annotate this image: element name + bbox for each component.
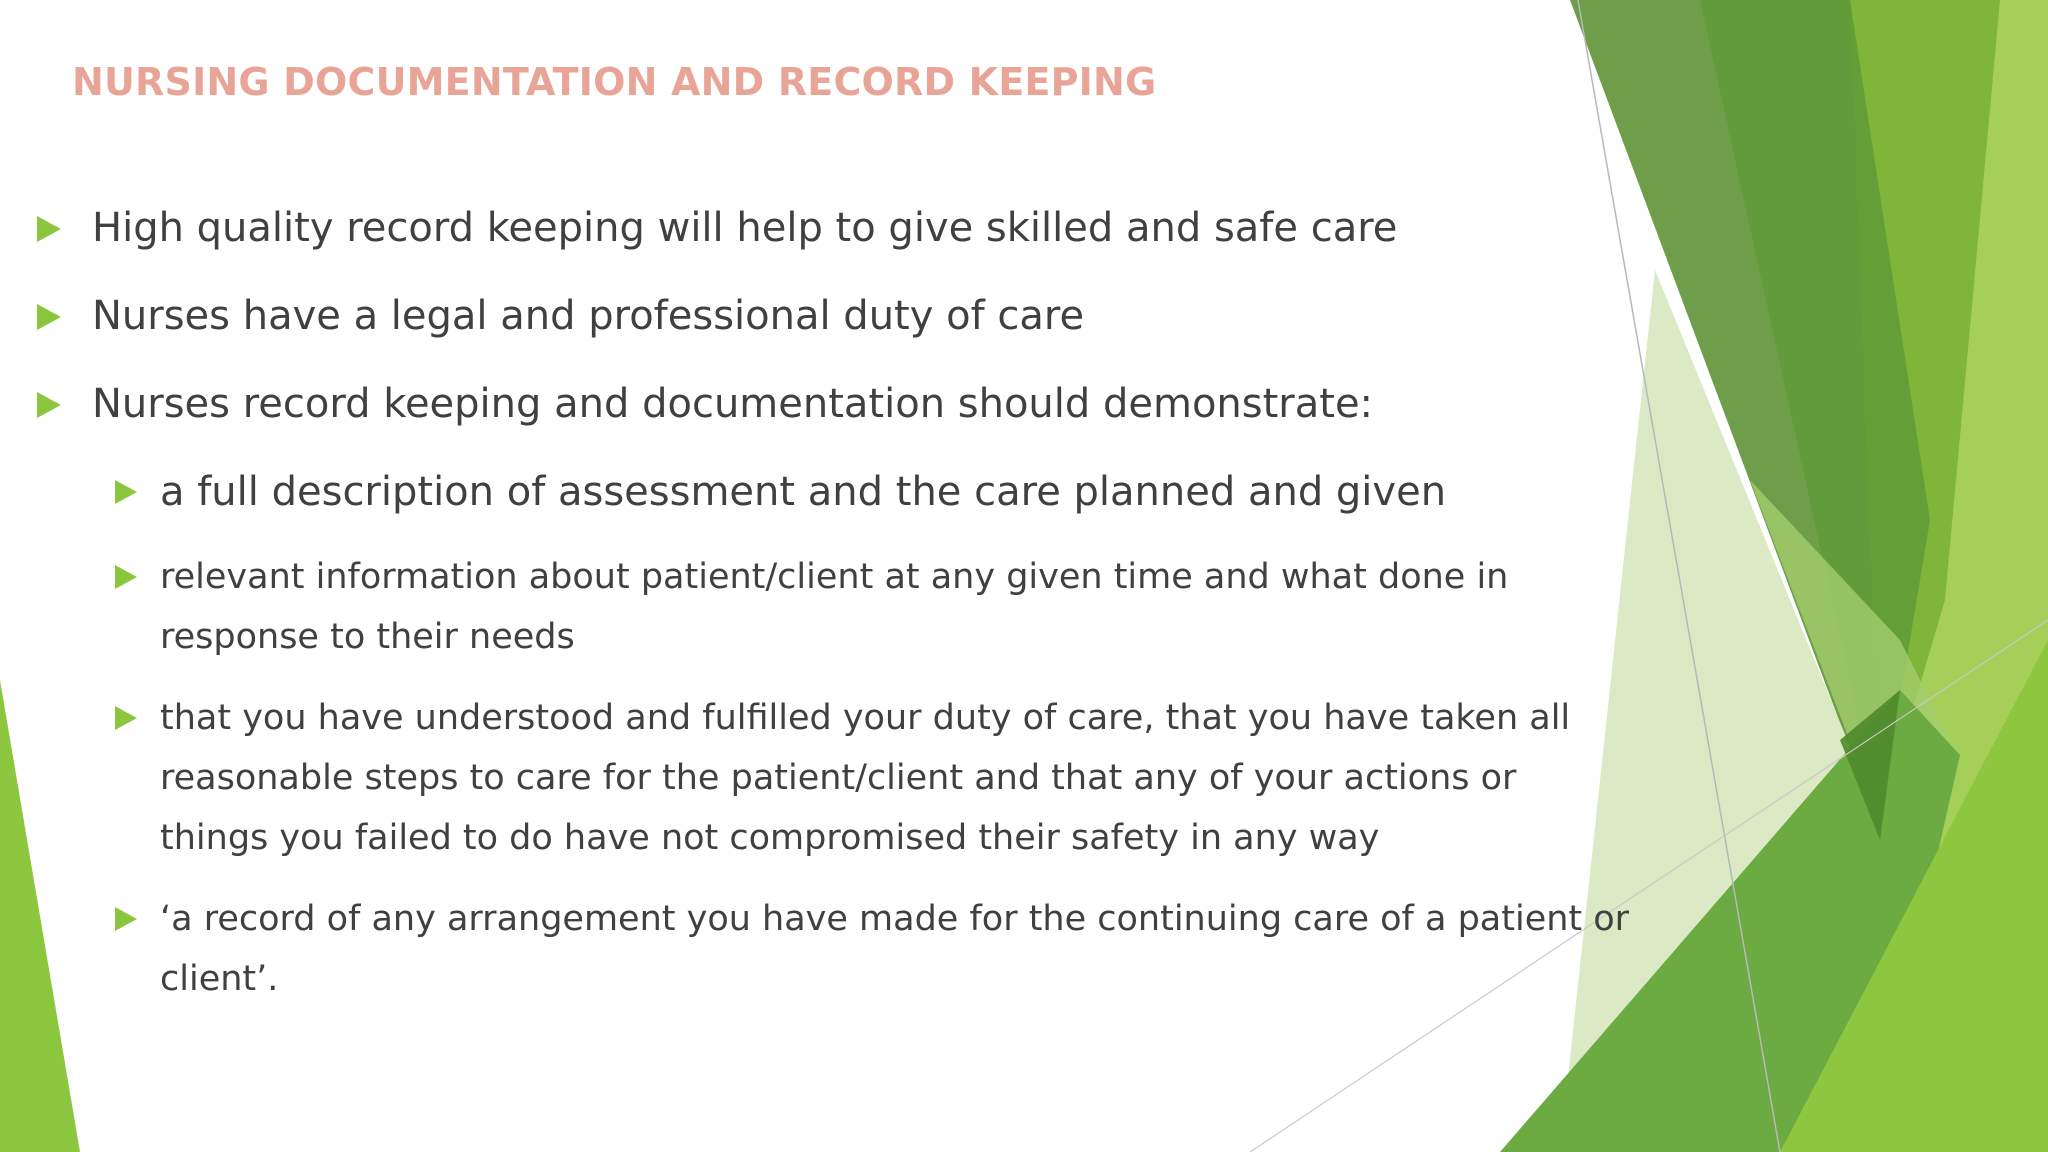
- sub-bullet-text: that you have understood and fulfilled your duty of care, that you have taken all reasonable steps to care for the patient/client and that any of your actions or things you failed to do have not compromised their safety in any way: [160, 698, 1571, 858]
- slide-title: NURSING DOCUMENTATION AND RECORD KEEPING: [72, 60, 1157, 104]
- green-triangle-arrow-icon: [37, 216, 61, 242]
- bullet-item: [92, 288, 1084, 344]
- sub-bullet-text: ‘a record of any arrangement you have made for the continuing care of a patient or client’.: [160, 899, 1630, 999]
- green-triangle-arrow-icon: [115, 706, 137, 730]
- sub-bullet-text: a full description of assessment and the care planned and given: [160, 469, 1447, 515]
- green-triangle-arrow-icon: [115, 480, 137, 504]
- bullet-text: Nurses record keeping and documentation should demonstrate:: [92, 381, 1374, 427]
- sub-bullet-item: [160, 547, 1630, 667]
- green-triangle-arrow-icon: [115, 565, 137, 589]
- green-triangle-arrow-icon: [37, 392, 61, 418]
- bullet-text: Nurses have a legal and professional duty of care: [92, 293, 1085, 339]
- sub-bullet-item: [160, 688, 1630, 868]
- bullet-text: High quality record keeping will help to give skilled and safe care: [92, 205, 1398, 251]
- green-triangle-arrow-icon: [115, 907, 137, 931]
- bullet-item: [92, 376, 1373, 432]
- green-triangle-arrow-icon: [37, 304, 61, 330]
- sub-bullet-item: [160, 889, 1630, 1009]
- bullet-item: [92, 200, 1397, 256]
- sub-bullet-text: relevant information about patient/client at any given time and what done in response to their needs: [160, 557, 1509, 657]
- sub-bullet-item: [160, 464, 1446, 520]
